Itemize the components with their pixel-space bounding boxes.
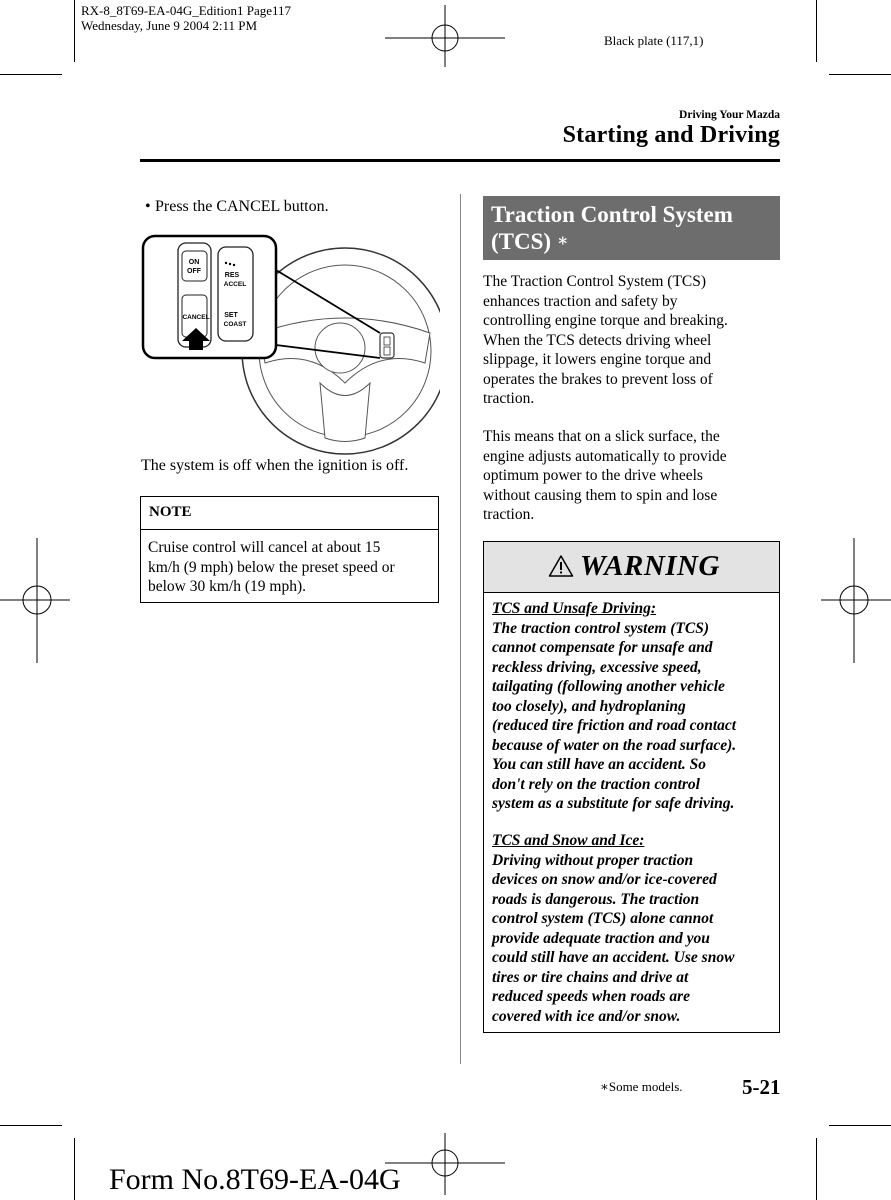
registration-mark xyxy=(385,1133,505,1195)
off-label: OFF xyxy=(187,268,201,275)
warning-line: system as a substitute for safe driving. xyxy=(492,795,735,812)
warning-line: don't rely on the traction control xyxy=(492,775,700,793)
bullet-text: Press the CANCEL button. xyxy=(155,198,329,215)
bullet-item xyxy=(145,198,329,216)
res-label: RES xyxy=(224,272,240,279)
warning-line: (reduced tire friction and road contact xyxy=(492,717,737,734)
page-title: Starting and Driving xyxy=(562,122,780,148)
para-line: The Traction Control System (TCS) xyxy=(483,273,707,290)
tcs-heading xyxy=(491,202,733,255)
warning-subheading: TCS and Snow and Ice: xyxy=(492,832,645,849)
section-name: Driving Your Mazda xyxy=(679,109,780,121)
crop-mark xyxy=(816,1138,817,1200)
accel-label: ACCEL xyxy=(223,281,247,288)
warning-section-1 xyxy=(492,599,772,814)
plate-info xyxy=(81,3,291,33)
warning-line: control system (TCS) alone cannot xyxy=(492,910,714,927)
crop-mark xyxy=(829,1125,891,1126)
warning-line: covered with ice and/or snow. xyxy=(492,1007,681,1025)
crop-mark xyxy=(0,1125,62,1126)
tcs-paragraph-2 xyxy=(483,427,778,525)
plate-color: Black plate (117,1) xyxy=(604,33,704,48)
para-line: slippage, it lowers engine torque and xyxy=(483,351,712,368)
warning-subheading: TCS and Unsafe Driving: xyxy=(492,600,657,617)
warning-box xyxy=(483,541,780,1033)
steering-wheel-illustration xyxy=(140,233,440,463)
warning-line: reckless driving, excessive speed, xyxy=(492,658,702,676)
warning-label: WARNING xyxy=(580,550,720,582)
para-line: When the TCS detects driving wheel xyxy=(483,331,712,349)
para-line: operates the brakes to prevent loss of xyxy=(483,370,713,388)
title-rule xyxy=(140,159,780,162)
note-line: Cruise control will cancel at about 15 xyxy=(148,539,381,556)
warning-section-2 xyxy=(492,831,772,1026)
warning-line: roads is dangerous. The traction xyxy=(492,890,700,908)
warning-line: tailgating (following another vehicle xyxy=(492,678,725,695)
page-number: 5-21 xyxy=(742,1075,781,1099)
warning-header xyxy=(484,542,779,593)
set-label: SET xyxy=(224,312,238,319)
registration-mark xyxy=(821,538,891,663)
warning-line: Driving without proper traction xyxy=(492,851,694,869)
para-line: engine adjusts automatically to provide xyxy=(483,447,727,465)
para-line: enhances traction and safety by xyxy=(483,292,678,310)
bullet-icon: • xyxy=(145,198,151,215)
plate-line-1: RX-8_8T69-EA-04G_Edition1 Page117 xyxy=(81,3,292,18)
para-line: without causing them to spin and lose xyxy=(483,486,718,504)
crop-mark xyxy=(74,1138,75,1200)
warning-line: You can still have an accident. So xyxy=(492,756,706,773)
column-divider xyxy=(460,194,461,1064)
footnote-text: Some models. xyxy=(608,1079,683,1094)
para-line: This means that on a slick surface, the xyxy=(483,428,720,445)
registration-mark xyxy=(0,538,70,663)
para-line: traction. xyxy=(483,506,535,523)
tcs-heading-box xyxy=(483,196,780,260)
warning-line: because of water on the road surface). xyxy=(492,736,737,754)
cancel-label: CANCEL xyxy=(182,314,210,321)
para-line: controlling engine torque and breaking. xyxy=(483,312,728,329)
warning-line: too closely), and hydroplaning xyxy=(492,697,686,715)
plate-line-2: Wednesday, June 9 2004 2:11 PM xyxy=(81,18,258,33)
warning-line: devices on snow and/or ice-covered xyxy=(492,871,717,888)
on-label: ON xyxy=(188,259,200,266)
warning-line: cannot compensate for unsafe and xyxy=(492,639,713,656)
system-off-text: The system is off when the ignition is off. xyxy=(141,457,409,474)
registration-mark xyxy=(385,5,505,67)
tcs-heading-line-2: (TCS) xyxy=(491,229,552,254)
warning-line: could still have an accident. Use snow xyxy=(492,949,735,966)
note-header xyxy=(141,497,438,530)
warning-line: tires or tire chains and drive at xyxy=(492,968,689,986)
tcs-heading-line-1: Traction Control System xyxy=(491,202,733,227)
para-line: traction. xyxy=(483,390,535,407)
crop-mark xyxy=(816,0,817,62)
crop-mark xyxy=(0,74,62,75)
form-number: Form No.8T69-EA-04G xyxy=(109,1163,401,1196)
some-models-star-icon: ∗ xyxy=(556,231,569,250)
crop-mark xyxy=(829,74,891,75)
footnote xyxy=(600,1079,683,1095)
note-line: km/h (9 mph) below the preset speed or xyxy=(148,558,395,576)
footnote-star-icon: ∗ xyxy=(600,1079,609,1094)
note-box xyxy=(140,496,439,603)
tcs-paragraph-1 xyxy=(483,272,778,409)
warning-triangle-icon xyxy=(548,554,574,578)
warning-line: The traction control system (TCS) xyxy=(492,619,709,637)
warning-line: reduced speeds when roads are xyxy=(492,988,691,1005)
crop-mark xyxy=(74,0,75,62)
note-heading: NOTE xyxy=(149,504,192,520)
note-line: below 30 km/h (19 mph). xyxy=(148,578,306,595)
note-body xyxy=(148,538,433,597)
para-line: optimum power to the drive wheels xyxy=(483,467,703,484)
warning-line: provide adequate traction and you xyxy=(492,929,710,947)
coast-label: COAST xyxy=(223,321,247,328)
